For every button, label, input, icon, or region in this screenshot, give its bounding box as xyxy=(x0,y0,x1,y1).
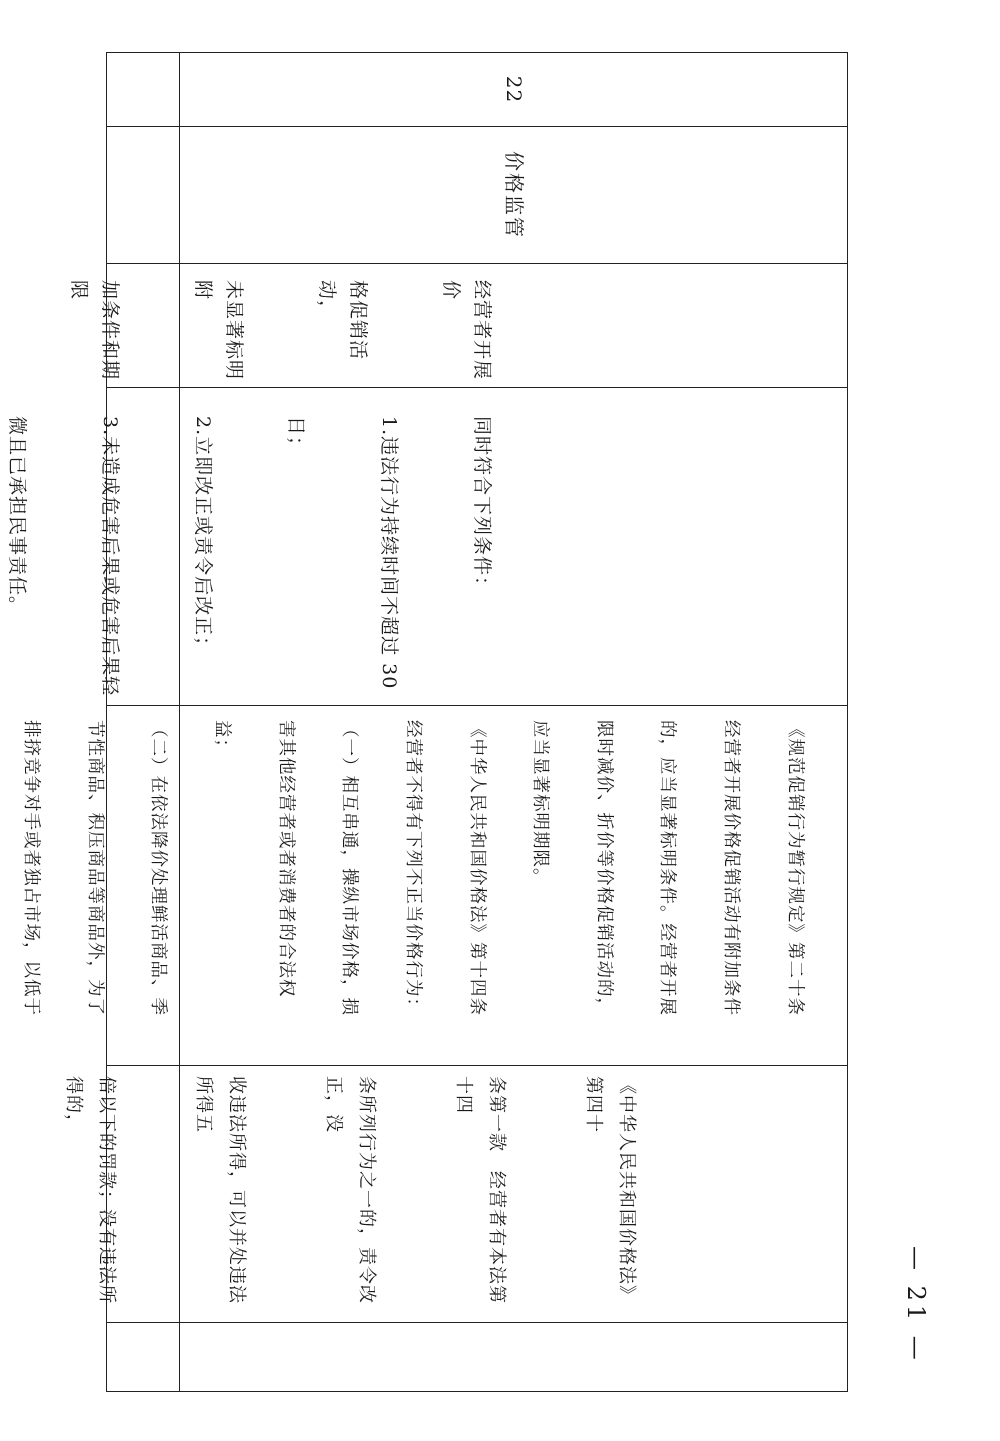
basis-line: 应当显著标明期限。 xyxy=(530,720,551,887)
category-cell xyxy=(180,127,847,264)
empty-cell xyxy=(107,264,179,388)
item-number: 22 xyxy=(502,75,526,104)
basis-line: （二）在依法降价处理鲜活商品、季 xyxy=(148,720,169,1016)
basis-line: 《规范促销行为暂行规定》第二十条 xyxy=(784,720,805,1016)
regulation-table xyxy=(6,52,848,1392)
basis-line: 的，应当显著标明条件。经营者开展 xyxy=(657,720,678,1016)
empty-cell xyxy=(107,706,179,1066)
violation-line: 加条件和期限 xyxy=(68,280,121,381)
condition-line: 同时符合下列条件： xyxy=(471,416,493,597)
basis-line: 《中华人民共和国价格法》第十四条 xyxy=(466,720,487,1016)
violation-line: 未显著标明附 xyxy=(192,280,245,381)
basis-line: （一）相互串通，操纵市场价格，损 xyxy=(339,720,360,1016)
condition-line: 微且已承担民事责任。 xyxy=(6,416,28,617)
empty-cell xyxy=(107,53,179,127)
page-number: — 21 — xyxy=(902,1246,930,1364)
basis-line: 益； xyxy=(212,720,233,757)
basis-line: 限时减价、折价等价格促销活动的， xyxy=(593,720,614,1016)
violation-line: 经营者开展价 xyxy=(440,280,493,381)
empty-cell xyxy=(107,127,179,264)
table-row xyxy=(6,53,847,1391)
item-number-cell xyxy=(180,53,847,127)
condition-line: 3.未造成危害后果或危害后果轻 xyxy=(99,416,121,697)
penalty-line: 收违法所得，可以并处违法所得五 xyxy=(193,1076,247,1304)
basis-line: 害其他经营者或者消费者的合法权 xyxy=(275,720,296,998)
penalty-line: 条所列行为之一的，责令改正，没 xyxy=(323,1076,377,1304)
basis-line: 节性商品、积压商品等商品外，为了 xyxy=(84,720,105,1016)
penalty-line: 条第一款 经营者有本法第十四 xyxy=(453,1076,507,1304)
condition-line: 日； xyxy=(285,416,307,457)
violation-text xyxy=(1,280,559,387)
basis-line: 经营者不得有下列不正当价格行为： xyxy=(402,720,423,1016)
condition-line: 1.违法行为持续时间不超过 30 xyxy=(378,416,400,690)
conditions-text xyxy=(0,416,559,696)
basis-line: 排挤竞争对手或者独占市场，以低于 xyxy=(21,720,42,1016)
penalty-cell xyxy=(63,1066,847,1323)
empty-cell xyxy=(107,1323,179,1391)
category-label: 价格监管 xyxy=(502,151,526,239)
empty-row xyxy=(107,53,179,1391)
empty-cell xyxy=(107,1066,179,1323)
violation-cell xyxy=(68,264,847,388)
empty-cell xyxy=(107,388,179,706)
legal-basis-cell xyxy=(21,706,847,1066)
conditions-cell xyxy=(6,388,847,706)
trailing-cell xyxy=(180,1323,847,1391)
penalty-line: 倍以下的罚款；没有违法所得的， xyxy=(63,1076,117,1304)
penalty-line: 《中华人民共和国价格法》第四十 xyxy=(583,1076,637,1304)
basis-line: 经营者开展价格促销活动有附加条件 xyxy=(720,720,741,1016)
condition-line: 2.立即改正或责令后改正； xyxy=(192,416,214,657)
violation-line: 格促销活动， xyxy=(316,280,369,361)
